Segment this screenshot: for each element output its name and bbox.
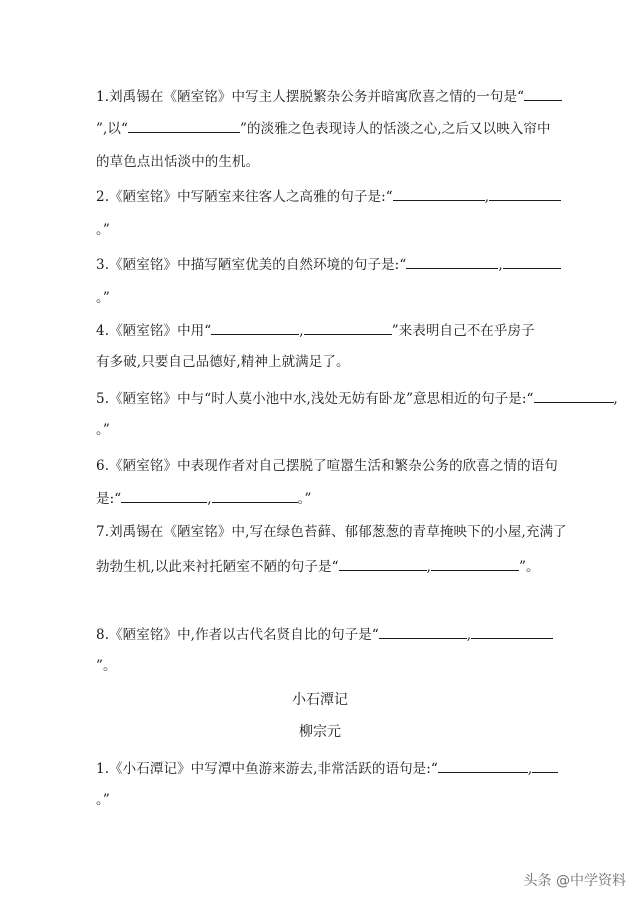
question-text: 勃勃生机,以此来衬托陋室不陋的句子是“: [96, 559, 339, 575]
answer-blank[interactable]: [503, 254, 561, 269]
question-6-line-1: [96, 456, 556, 476]
question-text: 2.《陋室铭》中写陋室来往客人之高雅的句子是:“: [96, 189, 393, 205]
answer-blank[interactable]: [121, 488, 207, 503]
question-text: 8.《陋室铭》中,作者以古代名贤自比的句子是“: [96, 627, 379, 643]
question-text: 7.刘禹锡在《陋室铭》中,写在绿色苔藓、郁郁葱葱的青草掩映下的小屋,充满了: [96, 524, 567, 540]
answer-blank[interactable]: [532, 758, 558, 773]
question-7-line-2: [96, 556, 556, 577]
question-7-line-1: [96, 522, 567, 542]
answer-blank[interactable]: [524, 86, 562, 101]
question-text: 4.《陋室铭》中用“: [96, 323, 212, 339]
answer-blank[interactable]: [212, 488, 298, 503]
separator: ,: [426, 559, 431, 575]
separator: ,: [527, 761, 533, 777]
separator: ,: [207, 491, 212, 507]
question-text: ”。: [519, 559, 540, 575]
answer-blank[interactable]: [534, 388, 614, 403]
answer-blank[interactable]: [438, 758, 528, 773]
question-text: 3.《陋室铭》中描写陋室优美的自然环境的句子是:“: [96, 257, 407, 273]
separator: ,: [484, 189, 490, 205]
question-text: 。”: [96, 222, 110, 238]
question-2-line-1: [96, 186, 556, 207]
answer-blank[interactable]: [304, 320, 392, 335]
question-text: ”,以“: [96, 121, 128, 137]
question-1-line-1: [96, 86, 556, 107]
answer-blank[interactable]: [211, 320, 299, 335]
answer-blank[interactable]: [339, 556, 427, 571]
question-text: 1.《小石潭记》中写潭中鱼游来游去,非常活跃的语句是:“: [96, 761, 438, 777]
question-text: 1.刘禹锡在《陋室铭》中写主人摆脱繁杂公务并暗寓欣喜之情的一句是“: [96, 89, 525, 105]
answer-blank[interactable]: [471, 624, 553, 639]
question-text: 。”: [96, 792, 110, 808]
question-4-line-1: [96, 320, 556, 341]
answer-blank[interactable]: [128, 118, 240, 133]
question-1-line-2: [96, 118, 556, 139]
question-text: 的草色点出恬淡中的生机。: [96, 154, 260, 170]
question-text: ”。: [96, 658, 117, 674]
answer-blank[interactable]: [431, 556, 519, 571]
question-text: 是:“: [96, 491, 122, 507]
question-text: 6.《陋室铭》中表现作者对自己摆脱了喧嚣生活和繁杂公务的欣喜之情的语句: [96, 458, 558, 474]
question-1-line-3: [96, 152, 556, 172]
question-text: ”的淡雅之色表现诗人的恬淡之心,之后又以映入帘中: [240, 121, 551, 137]
question-5-line-2: [96, 420, 556, 440]
separator: ,: [613, 391, 618, 407]
question-3-line-1: [96, 254, 556, 275]
separator: ,: [299, 323, 304, 339]
question-8-line-2: [96, 656, 556, 676]
question-text: 。”: [96, 290, 110, 306]
section-author: 柳宗元: [299, 724, 341, 740]
question-text: 有多破,只要自己品德好,精神上就满足了。: [96, 354, 350, 370]
question-5-line-1: [96, 388, 618, 409]
answer-blank[interactable]: [489, 186, 561, 201]
question-text: 5.《陋室铭》中与“时人莫小池中水,浅处无妨有卧龙”意思相近的句子是:“: [96, 391, 534, 407]
section-title: 小石潭记: [292, 692, 348, 708]
section2-question-1-line-1: [96, 758, 556, 779]
question-text: ”来表明自己不在乎房子: [391, 323, 535, 339]
question-6-line-2: [96, 488, 556, 509]
answer-blank[interactable]: [379, 624, 467, 639]
answer-blank[interactable]: [393, 186, 485, 201]
section2-question-1-line-2: [96, 790, 556, 810]
separator: ,: [466, 627, 472, 643]
question-text: 。”: [297, 491, 312, 507]
watermark: 头条 @中学资料: [523, 873, 626, 889]
question-text: 。”: [96, 422, 110, 438]
separator: ,: [498, 257, 503, 273]
question-4-line-2: [96, 352, 556, 372]
question-8-line-1: [96, 624, 556, 645]
answer-blank[interactable]: [406, 254, 498, 269]
question-3-line-2: [96, 288, 556, 308]
question-2-line-2: [96, 220, 556, 240]
